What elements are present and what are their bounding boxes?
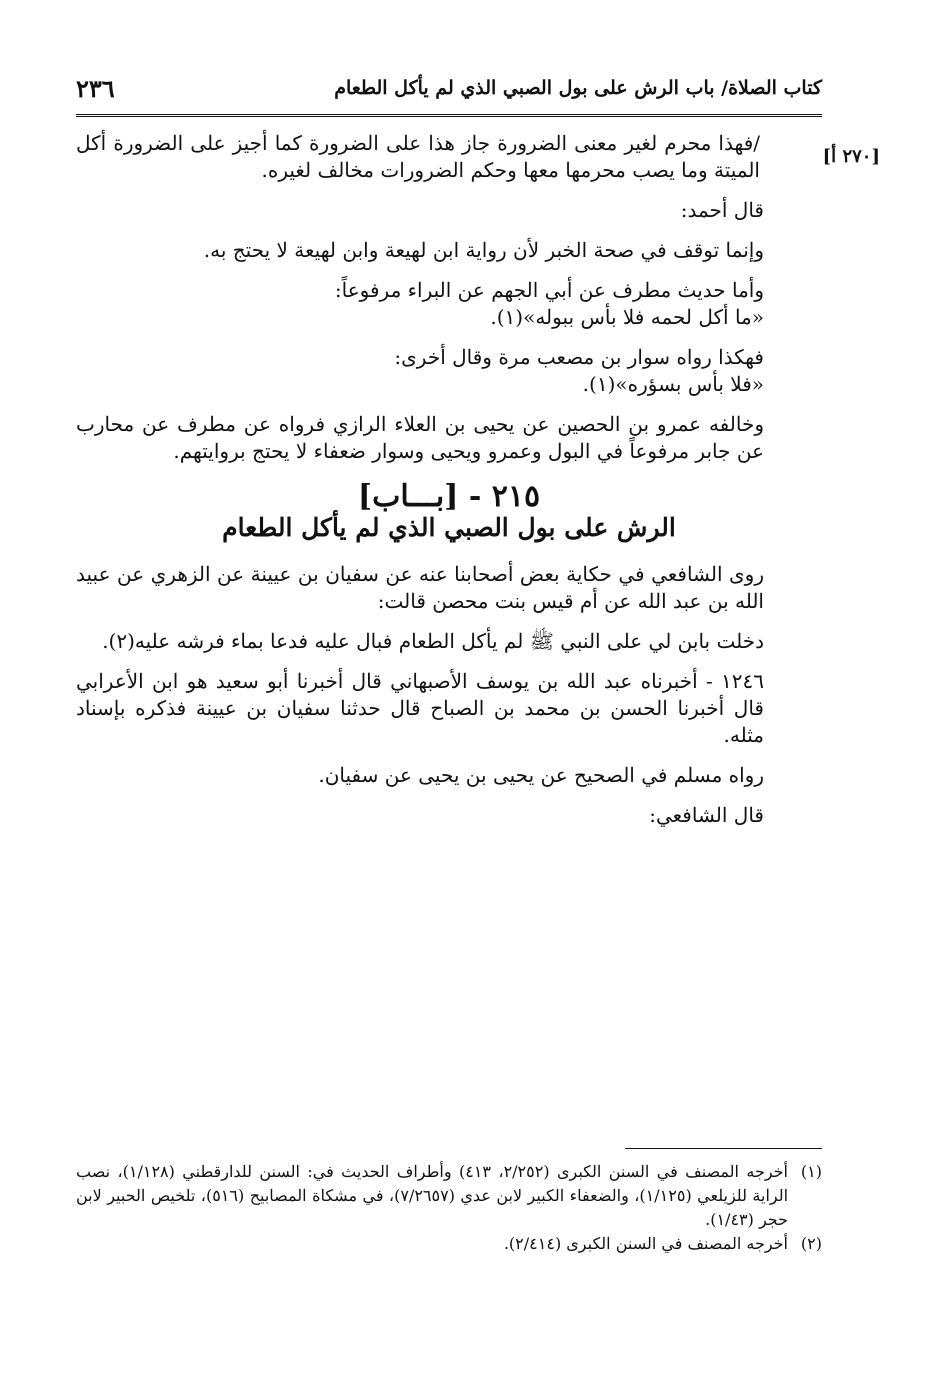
paragraph: وإنما توقف في صحة الخبر لأن رواية ابن لهيعة وابن لهيعة لا يحتج به.	[203, 238, 764, 262]
running-header	[76, 68, 822, 108]
manuscript-folio-ref: [٢٧٠ أ]	[822, 146, 880, 167]
footnote-text: أخرجه المصنف في السنن الكبرى (٢/٤١٤).	[503, 1234, 788, 1253]
paragraph: وخالفه عمرو بن الحصين عن يحيى بن العلاء الرازي فرواه عن مطرف عن محارب عن جابر مرفوعاً في البول وعمرو ويحيى وسوار ضعفاء لا يحتج بروايتهم.	[76, 412, 764, 463]
quote-intro: فهكذا رواه سوار بن مصعب مرة وقال أخرى:	[394, 345, 764, 369]
footnote-rule	[625, 1148, 822, 1149]
quote-text: «فلا بأس بسؤره»(١).	[582, 372, 764, 396]
footnote-number: (١)	[800, 1162, 822, 1181]
footnotes	[76, 1160, 822, 1256]
chapter-number: ٢١٥ - [بـــاب]	[357, 479, 541, 514]
hadith-paragraph: ١٢٤٦ - أخبرناه عبد الله بن يوسف الأصبهاني قال أخبرنا أبو سعيد هو ابن الأعرابي قال أخبرنا الحسن بن محمد بن الصباح قال حدثنا سفيان بن عيينة فذكره بإسناد مثله.	[76, 669, 764, 747]
paragraph: /فهذا محرم لغير معنى الضرورة جاز هذا على الضرورة كما أجيز على الضرورة أكل الميتة وما يصب محرمها معها وحكم الضرورات مخالف لغيره.	[76, 131, 760, 182]
paragraph: رواه مسلم في الصحيح عن يحيى بن يحيى عن سفيان.	[318, 763, 764, 787]
header-rule	[76, 114, 822, 117]
footnote-text: أخرجه المصنف في السنن الكبرى (٢/٢٥٢، ٤١٣) وأطراف الحديث في: السنن للدارقطني (١/١٢٨)، نصب الراية للزيلعي (١/١٢٥)، والضعفاء الكبير لابن عدي (٧/٢٦٥٧)، في مشكاة المصابيح (٥١٦)، تلخيص الحبير لابن حجر (١/٤٣).	[76, 1162, 789, 1229]
footnote-number: (٢)	[800, 1234, 822, 1253]
footnote	[76, 1232, 822, 1256]
chapter-title: الرش على بول الصبي الذي لم يأكل الطعام	[222, 513, 676, 542]
quote-intro: وأما حديث مطرف عن أبي الجهم عن البراء مرفوعاً:	[334, 278, 764, 302]
header-title: كتاب الصلاة/ باب الرش على بول الصبي الذي لم يأكل الطعام	[334, 77, 822, 99]
page-number: ٢٣٦	[76, 73, 115, 103]
paragraph: قال الشافعي:	[649, 803, 764, 827]
paragraph: دخلت بابن لي على النبي ﷺ لم يأكل الطعام فبال عليه فدعا بماء فرشه عليه(٢).	[102, 629, 764, 653]
main-text	[76, 130, 822, 842]
quote-block	[76, 277, 822, 331]
quote-block	[76, 344, 822, 398]
quote-text: «ما أكل لحمه فلا بأس ببوله»(١).	[490, 305, 764, 329]
paragraph: روى الشافعي في حكاية بعض أصحابنا عنه عن سفيان بن عيينة عن الزهري عن عبيد الله بن عبد الله عن أم قيس بنت محصن قالت:	[76, 562, 764, 613]
paragraph: قال أحمد:	[680, 198, 764, 222]
footnote	[76, 1160, 822, 1232]
